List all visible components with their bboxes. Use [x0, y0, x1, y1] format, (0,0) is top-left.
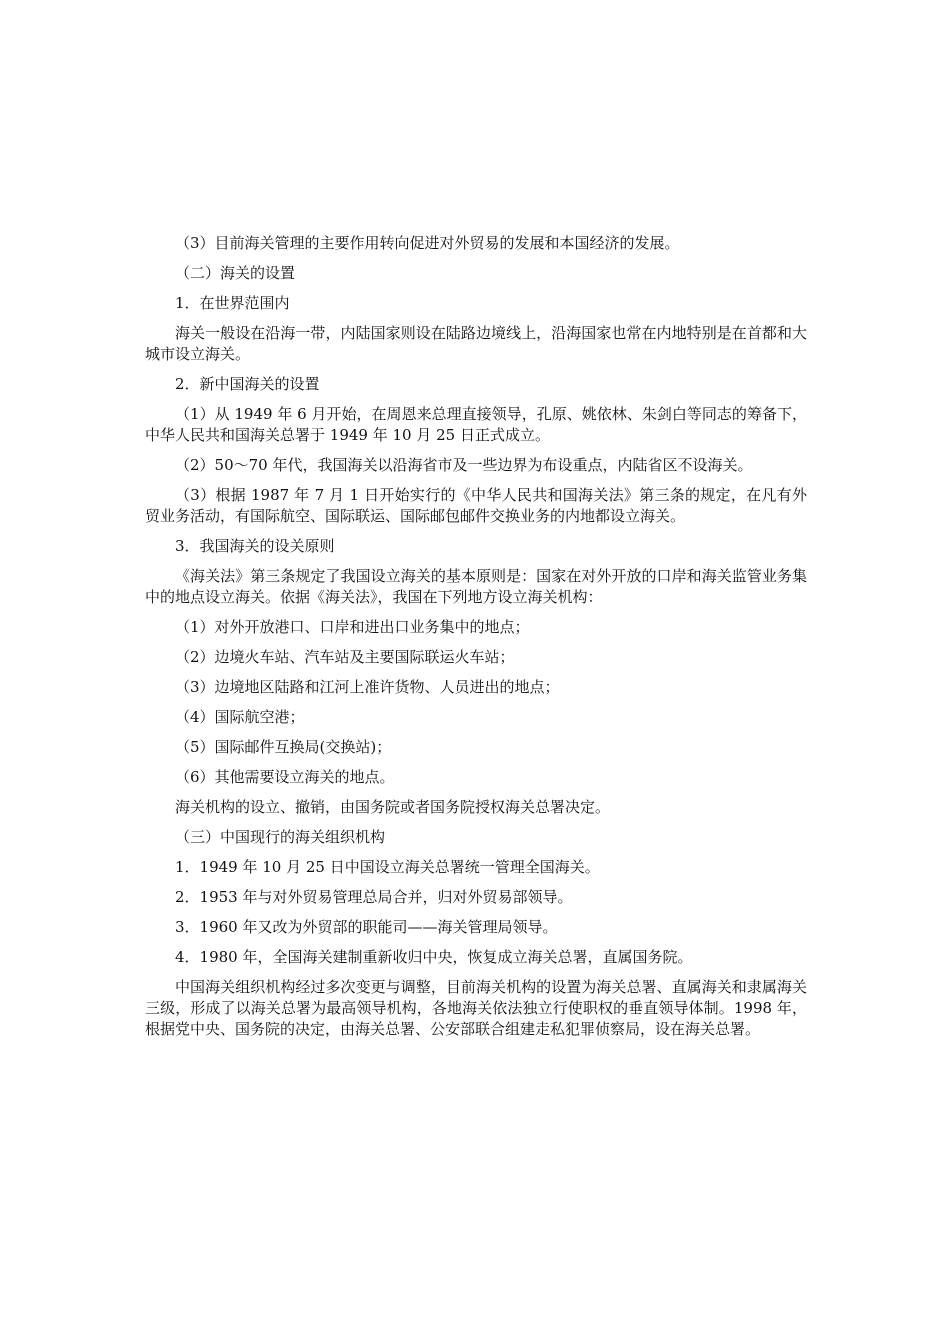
- section-heading: （三）中国现行的海关组织机构: [175, 828, 386, 846]
- paragraph: （2）50～70 年代，我国海关以沿海省市及一些边界为布设重点，内陆省区不设海关。: [175, 456, 753, 474]
- list-item: （1）对外开放港口、口岸和进出口业务集中的地点；: [175, 618, 530, 636]
- paragraph: 海关机构的设立、撤销，由国务院或者国务院授权海关总署决定。: [175, 798, 611, 816]
- paragraph: （1）从 1949 年 6 月开始，在周恩来总理直接领导，孔原、姚依林、朱剑白等同志的筹备下，中华人民共和国海关总署于 1949 年 10 月 25 日正式成立。: [145, 405, 807, 444]
- subsection-heading: 1．在世界范围内: [175, 294, 290, 312]
- subsection-heading: 3．我国海关的设关原则: [175, 537, 335, 555]
- list-item: （2）边境火车站、汽车站及主要国际联运火车站；: [175, 648, 515, 666]
- list-item: 2．1953 年与对外贸易管理总局合并，归对外贸易部领导。: [175, 888, 573, 906]
- document-body: [145, 233, 807, 1049]
- paragraph: （3）目前海关管理的主要作用转向促进对外贸易的发展和本国经济的发展。: [175, 234, 680, 252]
- list-item: 1．1949 年 10 月 25 日中国设立海关总署统一管理全国海关。: [175, 858, 600, 876]
- list-item: 4．1980 年，全国海关建制重新收归中央，恢复成立海关总署，直属国务院。: [175, 948, 693, 966]
- list-item: （4）国际航空港；: [175, 708, 305, 726]
- paragraph: （3）根据 1987 年 7 月 1 日开始实行的《中华人民共和国海关法》第三条的规定，在凡有外贸业务活动，有国际航空、国际联运、国际邮包邮件交换业务的内地都设立海关。: [145, 486, 807, 525]
- section-heading: （二）海关的设置: [175, 264, 296, 282]
- list-item: （3）边境地区陆路和江河上准许货物、人员进出的地点；: [175, 678, 560, 696]
- subsection-heading: 2．新中国海关的设置: [175, 375, 320, 393]
- paragraph: 中国海关组织机构经过多次变更与调整，目前海关机构的设置为海关总署、直属海关和隶属海关三级，形成了以海关总署为最高领导机构，各地海关依法独立行使职权的垂直领导体制。1998 年，根据党中央、国务院的决定，由海关总署、公安部联合组建走私犯罪侦察局，设在海关总署。: [145, 978, 807, 1038]
- list-item: 3．1960 年又改为外贸部的职能司——海关管理局领导。: [175, 918, 558, 936]
- paragraph: 《海关法》第三条规定了我国设立海关的基本原则是：国家在对外开放的口岸和海关监管业务集中的地点设立海关。依据《海关法》，我国在下列地方设立海关机构：: [145, 567, 807, 606]
- paragraph: 海关一般设在沿海一带，内陆国家则设在陆路边境线上，沿海国家也常在内地特别是在首都和大城市设立海关。: [145, 324, 807, 363]
- list-item: （6）其他需要设立海关的地点。: [175, 768, 395, 786]
- list-item: （5）国际邮件互换局(交换站)；: [175, 738, 392, 756]
